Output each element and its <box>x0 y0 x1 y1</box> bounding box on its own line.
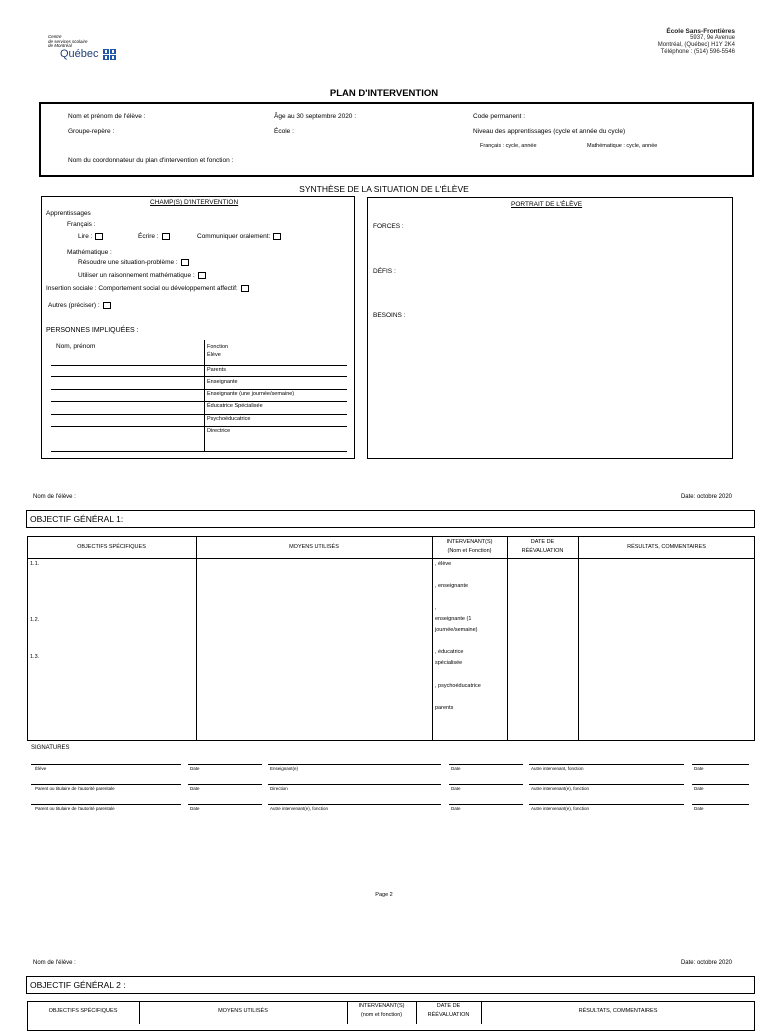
interv-item: , psychoéducatrice <box>435 683 481 689</box>
math-level-label: Mathématique : cycle, année <box>587 143 658 149</box>
col-means-header-2: MOYENS UTILISÉS <box>218 1008 268 1014</box>
portrait-box <box>367 197 733 459</box>
date-p3: Date: octobre 2020 <box>680 960 732 966</box>
objectives-table <box>27 536 755 741</box>
logo-small-text: Centre de services scolaire de Montréal <box>48 34 88 48</box>
objective-2-title: OBJECTIF GÉNÉRAL 2 : <box>30 980 126 990</box>
function-column-header: Fonction <box>207 344 229 350</box>
interv-item: journée/semaine) <box>435 627 478 633</box>
forces-label: FORCES : <box>373 223 404 230</box>
student-name-p2: Nom de l'élève : <box>33 494 76 500</box>
learning-label: Apprentissages <box>46 210 91 217</box>
problem-option[interactable]: Résoudre une situation-problème : <box>78 259 189 266</box>
oral-option[interactable]: Communiquer oralement: <box>197 233 281 240</box>
signatures-heading: SIGNATURES <box>31 745 70 751</box>
identity-box <box>39 102 754 177</box>
french-label: Français : <box>67 221 96 228</box>
interv-item: , <box>435 605 437 611</box>
date-p2: Date: octobre 2020 <box>680 494 732 500</box>
logo <box>46 35 126 65</box>
col-date-header: DATE DE RÉÉVALUATION <box>521 539 564 554</box>
col-results-header-2: RÉSULTATS, COMMENTAIRES <box>578 1008 658 1014</box>
function-row: Directrice <box>207 428 231 434</box>
function-row: Élève <box>207 352 221 358</box>
function-row: Enseignante <box>207 379 238 385</box>
read-checkbox[interactable] <box>95 233 103 240</box>
social-checkbox[interactable] <box>241 285 249 292</box>
col-specific-header-2: OBJECTIFS SPÉCIFIQUES <box>48 1008 118 1014</box>
fields-heading: CHAMP(S) D'INTERVENTION <box>150 199 239 206</box>
others-option[interactable]: Autres (préciser) : <box>48 302 111 309</box>
social-option[interactable]: Insertion sociale : Comportement social ou développement affectif: <box>46 285 249 292</box>
spec-item: 1.1. <box>30 561 40 567</box>
age-label: Âge au 30 septembre 2020 : <box>274 113 357 120</box>
objective-1-title: OBJECTIF GÉNÉRAL 1: <box>30 514 124 524</box>
interv-item: spécialisée <box>435 660 463 666</box>
school-label: École : <box>274 128 294 135</box>
function-row: Parents <box>207 367 226 373</box>
permanent-code-label: Code permanent : <box>473 113 526 120</box>
spec-item: 1.3. <box>30 654 40 660</box>
function-row: Psychoéducatrice <box>207 416 251 422</box>
col-specific-header: OBJECTIFS SPÉCIFIQUES <box>77 544 146 550</box>
logo-quebec-text: Québec <box>60 48 99 60</box>
interv-item: , éducatrice <box>435 649 464 655</box>
student-name-p3: Nom de l'élève : <box>33 960 76 966</box>
function-row: Enseignante (une journée/semaine) <box>207 391 295 397</box>
others-checkbox[interactable] <box>103 302 111 309</box>
besoins-label: BESOINS : <box>373 312 406 319</box>
reasoning-checkbox[interactable] <box>198 272 206 279</box>
defis-label: DÉFIS : <box>373 268 396 275</box>
page-number: Page 2 <box>375 892 393 898</box>
math-label: Mathématique : <box>67 249 112 256</box>
coordinator-label: Nom du coordonnateur du plan d'intervention et fonction : <box>68 157 234 164</box>
page-title: PLAN D'INTERVENTION <box>329 88 439 99</box>
problem-checkbox[interactable] <box>181 259 189 266</box>
fleurdelise-icon <box>103 49 117 60</box>
interv-item: , élève <box>435 561 452 567</box>
read-option[interactable]: Lire : <box>78 233 103 240</box>
school-address: École Sans-Frontières 5937, 9e Avenue Montréal, (Québec) H1Y 2K4 Téléphone : (514) 596-5546 <box>657 28 735 55</box>
objective-1-box <box>26 510 755 528</box>
french-level-label: Français : cycle, année <box>480 143 537 149</box>
learning-level-label: Niveau des apprentissages (cycle et année du cycle) <box>473 128 626 135</box>
student-name-label: Nom et prénom de l'élève : <box>68 113 146 120</box>
function-row: Éducatrice Spécialisée <box>207 403 263 409</box>
objective-2-box <box>26 976 755 994</box>
col-means-header: MOYENS UTILISÉS <box>289 544 339 550</box>
col-date-header-2: DATE DE RÉÉVALUATION <box>427 1003 470 1018</box>
portrait-heading: PORTRAIT DE L'ÉLÈVE <box>511 201 583 208</box>
name-column-header: Nom, prénom <box>56 343 96 350</box>
write-checkbox[interactable] <box>162 233 170 240</box>
synthesis-title: SYNTHÈSE DE LA SITUATION DE L'ÉLÈVE <box>299 184 469 194</box>
col-intervenant-header-2: INTERVENANT(S) (nom et fonction) <box>358 1003 405 1018</box>
group-label: Groupe-repère : <box>68 128 115 135</box>
interv-item: parents <box>435 705 454 711</box>
oral-checkbox[interactable] <box>273 233 281 240</box>
write-option[interactable]: Écrire : <box>138 233 170 240</box>
col-results-header: RÉSULTATS, COMMENTAIRES <box>627 544 706 550</box>
spec-item: 1.2. <box>30 617 40 623</box>
people-heading: PERSONNES IMPLIQUÉES : <box>46 327 139 334</box>
interv-item: enseignante (1 <box>435 616 472 622</box>
interv-item: , enseignante <box>435 583 469 589</box>
reasoning-option[interactable]: Utiliser un raisonnement mathématique : <box>78 272 206 279</box>
col-intervenant-header: INTERVENANT(S) (Nom et Fonction) <box>446 539 493 554</box>
